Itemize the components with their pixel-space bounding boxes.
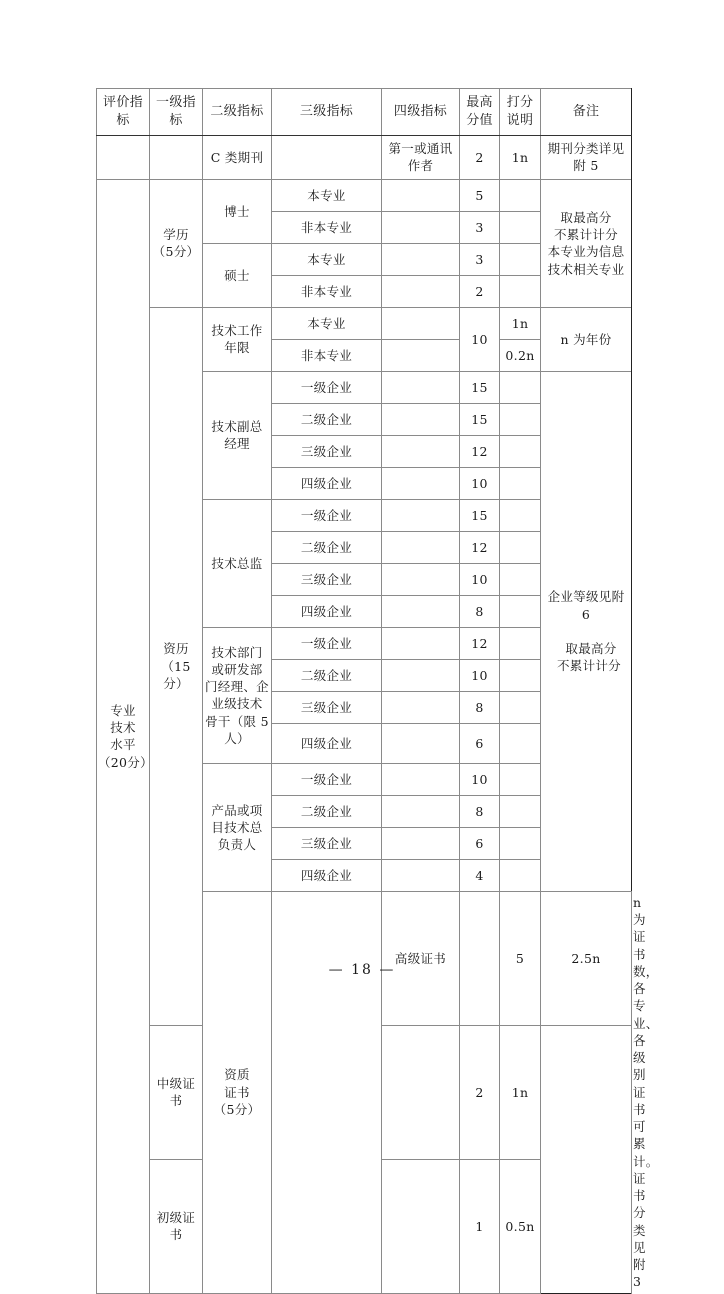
cell-scoring-note: 1n bbox=[500, 1025, 541, 1159]
table-row bbox=[97, 179, 632, 211]
header-level1: 一级指标 bbox=[150, 89, 203, 136]
cell-level3-enterprise-level-3: 三级企业 bbox=[272, 827, 382, 859]
cell-remark-experience bbox=[541, 371, 632, 891]
cell-max-score: 15 bbox=[460, 403, 500, 435]
table-row bbox=[97, 307, 632, 339]
cell-max-score: 2 bbox=[460, 1025, 500, 1159]
cell-level3-enterprise-level-4: 四级企业 bbox=[272, 723, 382, 763]
cell-max-score: 10 bbox=[460, 763, 500, 795]
cell-level2-technical-vice-general-manager bbox=[203, 371, 272, 499]
cell-level2-technical-work-years bbox=[203, 307, 272, 371]
level4-line1: 第一或通讯 bbox=[388, 141, 453, 157]
cell-level3-enterprise-level-1: 一级企业 bbox=[272, 763, 382, 795]
header-level2: 二级指标 bbox=[203, 89, 272, 136]
cell-scoring-note-empty bbox=[500, 435, 541, 467]
cell-max-score: 8 bbox=[460, 595, 500, 627]
cell-scoring-note-empty bbox=[500, 371, 541, 403]
exp-remark-line3: 取最高分 bbox=[565, 641, 617, 656]
cell-max-score: 15 bbox=[460, 371, 500, 403]
cert-remark-line1: n 为证书数，各 bbox=[633, 894, 659, 997]
level4-line2: 作者 bbox=[407, 158, 434, 174]
cell-scoring-note-empty bbox=[500, 499, 541, 531]
cell-level3-enterprise-level-4: 四级企业 bbox=[272, 859, 382, 891]
cell-level3-enterprise-level-2: 二级企业 bbox=[272, 531, 382, 563]
cell-max-score: 1 bbox=[460, 1159, 500, 1293]
cell-level2-master: 硕士 bbox=[203, 243, 272, 307]
cell-scoring-note-empty bbox=[500, 403, 541, 435]
cell-max-score: 3 bbox=[460, 211, 500, 243]
cell-level4-empty bbox=[382, 243, 460, 275]
vp-line2: 经理 bbox=[224, 436, 250, 452]
dept-line4: 业级技术 bbox=[211, 696, 263, 712]
dept-line2: 或研发部 bbox=[211, 661, 263, 677]
cell-remark-journal-classification: 期刊分类详见附 5 bbox=[541, 135, 632, 179]
edu-remark-line4: 技术相关专业 bbox=[547, 261, 625, 277]
cert-remark-line3: 证书可累计。 bbox=[633, 1084, 659, 1169]
dept-line3: 门经理、企 bbox=[204, 679, 269, 695]
cell-level1-education bbox=[150, 179, 203, 307]
cell-level4-empty bbox=[382, 827, 460, 859]
cell-level4-empty bbox=[382, 531, 460, 563]
header-max-score: 最高分值 bbox=[460, 89, 500, 136]
cell-level3-enterprise-level-4: 四级企业 bbox=[272, 595, 382, 627]
cell-level4-empty bbox=[382, 179, 460, 211]
cell-level2-c-journal: C 类期刊 bbox=[203, 135, 272, 179]
cell-level3-junior-certificate: 初级证书 bbox=[150, 1159, 203, 1293]
cell-level4-empty bbox=[460, 891, 500, 1025]
cell-max-score: 4 bbox=[460, 859, 500, 891]
cell-level2-department-manager-technical-backbone bbox=[203, 627, 272, 763]
cell-level2-doctorate: 博士 bbox=[203, 179, 272, 243]
cell-level3-non-major: 非本专业 bbox=[272, 275, 382, 307]
edu-remark-line2: 不累计计分 bbox=[553, 227, 618, 243]
cell-scoring-note-empty bbox=[500, 795, 541, 827]
cell-scoring-note-empty bbox=[500, 659, 541, 691]
cell-scoring-note-empty bbox=[500, 563, 541, 595]
cell-scoring-note: 1n bbox=[500, 135, 541, 179]
cert-line2: 证书 bbox=[224, 1084, 250, 1100]
header-eval-index: 评价指标 bbox=[97, 89, 150, 136]
cell-scoring-note-empty bbox=[500, 859, 541, 891]
cell-level2-technical-director: 技术总监 bbox=[203, 499, 272, 627]
cell-level3-major: 本专业 bbox=[272, 179, 382, 211]
cell-scoring-note-empty bbox=[500, 243, 541, 275]
cell-level4-empty bbox=[382, 467, 460, 499]
dept-line1: 技术部门 bbox=[211, 644, 263, 660]
cell-level4-empty bbox=[382, 763, 460, 795]
exp-line3: 分） bbox=[163, 675, 189, 691]
work-years-line2: 年限 bbox=[224, 340, 250, 356]
cert-line1: 资质 bbox=[224, 1067, 250, 1083]
cell-level4-empty bbox=[382, 659, 460, 691]
edu-remark-line1: 取最高分 bbox=[560, 209, 612, 225]
cell-level4-empty bbox=[382, 691, 460, 723]
cell-scoring-note: 0.5n bbox=[500, 1159, 541, 1293]
cell-max-score: 8 bbox=[460, 691, 500, 723]
cell-level3-major: 本专业 bbox=[272, 243, 382, 275]
cell-max-score: 12 bbox=[460, 435, 500, 467]
cell-level3-enterprise-level-1: 一级企业 bbox=[272, 499, 382, 531]
cell-level1-experience bbox=[150, 307, 203, 1025]
cell-level3-major: 本专业 bbox=[272, 307, 382, 339]
cert-remark-line4: 证书分类见附 bbox=[633, 1170, 646, 1273]
cell-scoring-note-empty bbox=[500, 723, 541, 763]
cell-eval-empty bbox=[97, 135, 150, 179]
cell-max-score: 10 bbox=[460, 659, 500, 691]
cell-scoring-note: 0.2n bbox=[500, 339, 541, 371]
table-header-row bbox=[97, 89, 632, 136]
cell-level2-empty bbox=[272, 891, 382, 1293]
prod-line3: 负责人 bbox=[217, 837, 257, 852]
cell-scoring-note-empty bbox=[500, 691, 541, 723]
cell-max-score: 6 bbox=[460, 723, 500, 763]
cell-max-score: 2 bbox=[460, 275, 500, 307]
cert-line3: （5分） bbox=[213, 1101, 261, 1117]
cell-level3-enterprise-level-3: 三级企业 bbox=[272, 563, 382, 595]
cell-scoring-note: 2.5n bbox=[541, 891, 632, 1025]
cell-level3-enterprise-level-2: 二级企业 bbox=[272, 403, 382, 435]
cell-eval-professional-technical-level bbox=[97, 179, 153, 1293]
cell-level4-empty bbox=[382, 435, 460, 467]
cell-level3-intermediate-certificate: 中级证书 bbox=[150, 1025, 203, 1159]
exp-line1: 资历 bbox=[163, 641, 189, 657]
cell-level4-empty bbox=[382, 403, 460, 435]
cell-level4-empty bbox=[382, 339, 460, 371]
cell-level3-enterprise-level-4: 四级企业 bbox=[272, 467, 382, 499]
cell-max-score: 10 bbox=[460, 467, 500, 499]
cert-remark-line2: 专业、各级别 bbox=[633, 998, 659, 1083]
cell-max-score: 12 bbox=[460, 531, 500, 563]
cell-level4-empty bbox=[382, 1159, 460, 1293]
edu-remark-line3: 本专业为信息 bbox=[547, 244, 625, 260]
cell-max-score: 3 bbox=[460, 243, 500, 275]
cell-level4-empty bbox=[382, 795, 460, 827]
cell-level1-qualification-certificate bbox=[203, 891, 272, 1293]
exp-line2: （15 bbox=[161, 658, 191, 674]
cell-scoring-note-empty bbox=[500, 211, 541, 243]
cell-level4-empty bbox=[382, 723, 460, 763]
cell-level4-empty bbox=[382, 371, 460, 403]
work-years-line1: 技术工作 bbox=[211, 323, 263, 339]
cell-scoring-note-empty bbox=[500, 179, 541, 211]
cell-level4-first-or-corresponding-author bbox=[382, 135, 460, 179]
cell-remark-education bbox=[541, 179, 632, 307]
prod-line2: 目技术总 bbox=[211, 819, 263, 835]
cell-level3-enterprise-level-2: 二级企业 bbox=[272, 795, 382, 827]
cell-max-score: 6 bbox=[460, 827, 500, 859]
cell-max-score: 5 bbox=[500, 891, 541, 1025]
cell-level4-empty bbox=[382, 307, 460, 339]
cell-level3-non-major: 非本专业 bbox=[272, 339, 382, 371]
cell-max-score: 10 bbox=[460, 307, 500, 371]
exp-remark-line2: 6 bbox=[581, 606, 591, 622]
exp-remark-line1: 企业等级见附 bbox=[547, 589, 625, 605]
page-number bbox=[0, 962, 724, 978]
cell-scoring-note-empty bbox=[500, 595, 541, 627]
cell-level3-non-major: 非本专业 bbox=[272, 211, 382, 243]
cell-level4-empty bbox=[382, 859, 460, 891]
cell-level4-empty bbox=[382, 499, 460, 531]
eval-line1: 专业 bbox=[110, 702, 136, 718]
cell-level3-enterprise-level-3: 三级企业 bbox=[272, 435, 382, 467]
dept-line6: 人） bbox=[224, 730, 250, 746]
page-number-label: — 18 — bbox=[328, 962, 396, 978]
cell-level1-empty bbox=[150, 135, 203, 179]
cell-level4-empty bbox=[382, 627, 460, 659]
cell-remark-n-is-years: n 为年份 bbox=[541, 307, 632, 371]
eval-line2: 技术 bbox=[110, 720, 136, 735]
vp-line1: 技术副总 bbox=[211, 419, 263, 435]
cell-level4-empty bbox=[382, 1025, 460, 1159]
table-row bbox=[97, 135, 632, 179]
cell-level4-empty bbox=[382, 275, 460, 307]
cell-level4-empty bbox=[382, 563, 460, 595]
cell-max-score: 5 bbox=[460, 179, 500, 211]
cell-scoring-note-empty bbox=[500, 531, 541, 563]
edu-line2: （5分） bbox=[152, 244, 200, 260]
cell-level3-enterprise-level-2: 二级企业 bbox=[272, 659, 382, 691]
cell-level3-enterprise-level-3: 三级企业 bbox=[272, 691, 382, 723]
cell-level4-empty bbox=[382, 595, 460, 627]
eval-line3: 水平 bbox=[110, 737, 136, 753]
cell-scoring-note-empty bbox=[500, 627, 541, 659]
cert-remark-line5: 3 bbox=[633, 1274, 642, 1290]
cell-scoring-note-empty bbox=[500, 275, 541, 307]
eval-line4: （20分） bbox=[98, 754, 153, 770]
dept-line5: 骨干（限 5 bbox=[205, 713, 269, 729]
cell-scoring-note-empty bbox=[500, 827, 541, 859]
cell-max-score: 12 bbox=[460, 627, 500, 659]
cell-max-score: 2 bbox=[460, 135, 500, 179]
cell-scoring-note-empty bbox=[500, 763, 541, 795]
edu-line1: 学历 bbox=[163, 227, 189, 243]
header-remark: 备注 bbox=[541, 89, 632, 136]
header-scoring-note: 打分说明 bbox=[500, 89, 541, 136]
scoring-criteria-table-container bbox=[96, 88, 659, 1294]
scoring-criteria-table bbox=[96, 88, 659, 1294]
cell-scoring-note-empty bbox=[500, 467, 541, 499]
cell-max-score: 15 bbox=[460, 499, 500, 531]
cell-level3-enterprise-level-1: 一级企业 bbox=[272, 627, 382, 659]
cell-level3-empty bbox=[272, 135, 382, 179]
cell-level4-empty bbox=[382, 211, 460, 243]
cell-scoring-note: 1n bbox=[500, 307, 541, 339]
cell-level3-senior-certificate: 高级证书 bbox=[382, 891, 460, 1025]
cell-max-score: 10 bbox=[460, 563, 500, 595]
cell-level2-product-or-project-technical-lead bbox=[203, 763, 272, 891]
cell-max-score: 8 bbox=[460, 795, 500, 827]
exp-remark-line4: 不累计计分 bbox=[556, 658, 621, 674]
header-level4: 四级指标 bbox=[382, 89, 460, 136]
cell-level3-enterprise-level-1: 一级企业 bbox=[272, 371, 382, 403]
header-level3: 三级指标 bbox=[272, 89, 382, 136]
prod-line1: 产品或项 bbox=[211, 802, 263, 818]
